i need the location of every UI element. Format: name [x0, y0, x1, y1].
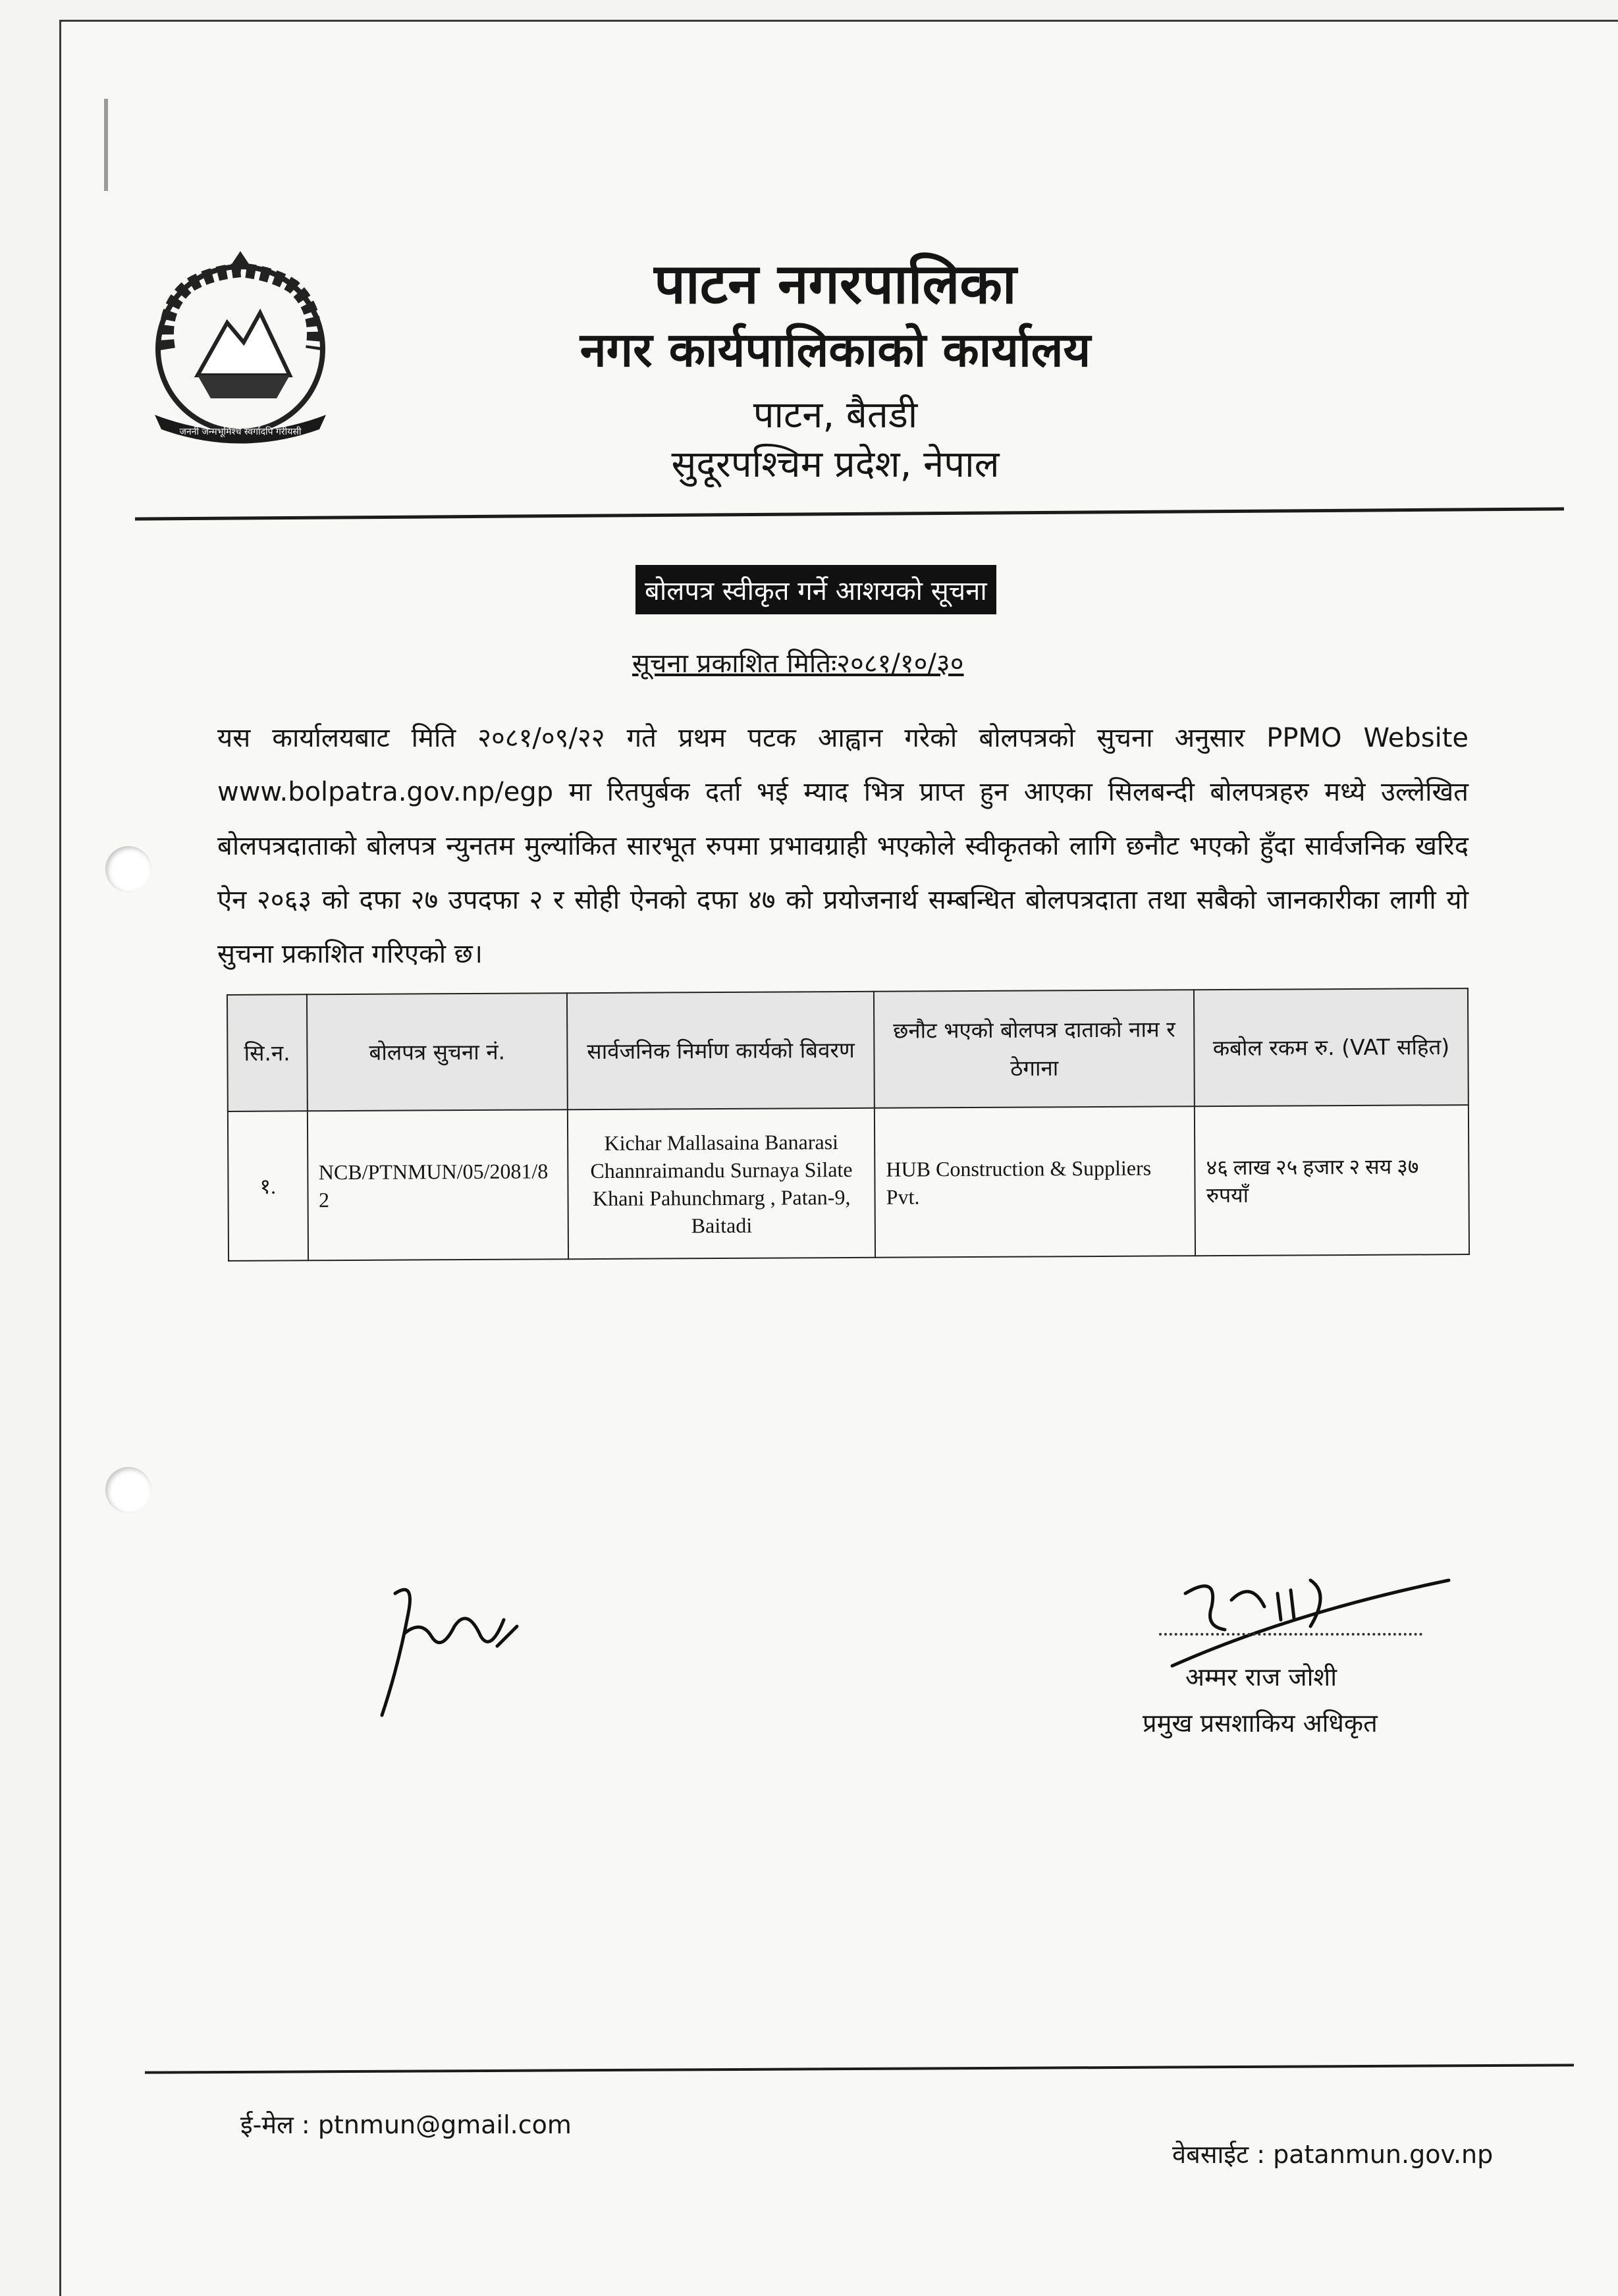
published-date: सूचना प्रकाशित मितिः२०८१/१०/३०: [632, 649, 964, 679]
emblem-motto: जननी जन्मभूमिश्च स्वर्गादपि गरीयसी: [179, 427, 302, 437]
cell-amount: ४६ लाख २५ हजार २ सय ३७ रुपयाँ: [1195, 1105, 1469, 1256]
location: पाटन, बैतडी: [753, 394, 918, 437]
notice-body: यस कार्यालयबाट मिति २०८१/०९/२२ गते प्रथम पटक आह्वान गरेको बोलपत्रको सुचना अनुसार PPMO Website www.bolpatra.gov.np/egp मा रितपुर्बक दर्ता भई म्याद भित्र प्राप्त हुन आएका सिलबन्दी बोलपत्रहरु मध्ये उल्लेखित बोलपत्रदाताको बोलपत्र न्युनतम मुल्यांकित सारभूत रुपमा प्रभावग्राही भएकोले स्वीकृतको लागि छनौट भएको हुँदा सार्वजनिक खरिद ऐन २०६३ को दफा २७ उपदफा २ र सोही ऐनको दफा ४७ को प्रयोजनार्थ सम्बन्धित बोलपत्रदाता तथा सबैको जानकारीका लागी यो सुचना प्रकाशित गरिएको छ।: [217, 723, 1469, 969]
notice-title: बोलपत्र स्वीकृत गर्ने आशयको सूचना: [635, 565, 996, 614]
punch-hole: [105, 846, 151, 892]
header-sn: सि.न.: [227, 994, 307, 1111]
footer-website: वेबसाईट : patanmun.gov.np: [1172, 2140, 1494, 2169]
staple-mark: [104, 99, 108, 191]
officer-name: अम्मर राज जोशी: [1185, 1663, 1337, 1692]
header-desc: सार्वजनिक निर्माण कार्यको बिवरण: [567, 992, 875, 1109]
header-amount: कबोल रकम रु. (VAT सहित): [1194, 988, 1469, 1106]
officer-designation: प्रमुख प्रसशाकिय अधिकृत: [1143, 1709, 1378, 1738]
org-name: पाटन नगरपालिका: [654, 252, 1017, 316]
header-bidder: छनौट भएको बोलपत्र दाताको नाम र ठेगाना: [874, 990, 1195, 1108]
table-header-row: [227, 988, 1469, 1111]
province: सुदूरपश्चिम प्रदेश, नेपाल: [671, 443, 1000, 486]
punch-hole: [105, 1467, 151, 1513]
footer-email: ई-मेल : ptnmun@gmail.com: [240, 2110, 572, 2139]
table-row: [228, 1105, 1469, 1261]
cell-desc: Kichar Mallasaina Banarasi Channraimandu Surnaya Silate Khani Pahunchmarg , Patan-9, Baitadi: [568, 1108, 875, 1259]
signature-line: [1159, 1633, 1422, 1636]
signature-left: [369, 1574, 527, 1725]
cell-ref: NCB/PTNMUN/05/2081/82: [307, 1109, 568, 1260]
office-name: नगर कार्यपालिकाको कार्यालय: [580, 322, 1091, 377]
bid-table: [227, 988, 1470, 1262]
cell-bidder: HUB Construction & Suppliers Pvt.: [875, 1106, 1195, 1258]
signature-right: [1159, 1554, 1462, 1719]
cell-sn: १.: [228, 1111, 308, 1261]
header-ref: बोलपत्र सुचना नं.: [306, 993, 568, 1111]
